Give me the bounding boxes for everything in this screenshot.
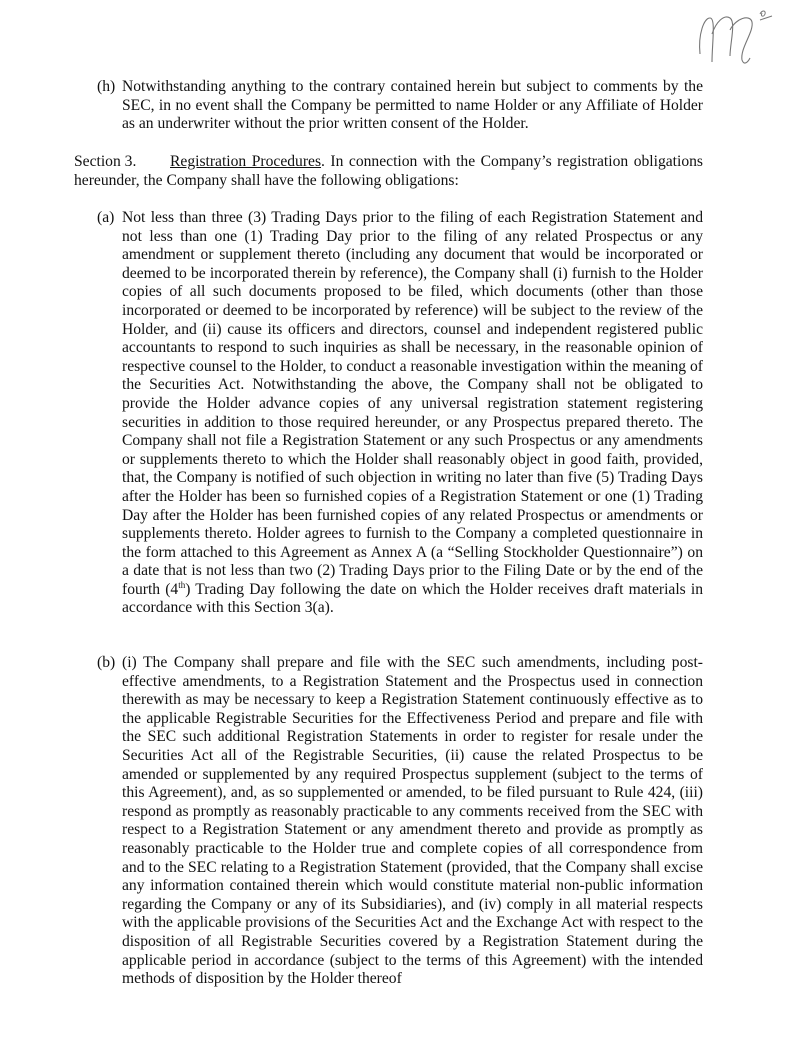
clause-text-part: ) Trading Day following the date on which the Holder receives draft materials in accordance with this Section 3(a). <box>122 580 703 617</box>
clause-label: (h) <box>97 78 116 95</box>
handwritten-initials-icon <box>690 4 785 66</box>
clause-b <box>97 654 703 989</box>
clause-label: (a) <box>97 209 115 226</box>
clause-text: Notwithstanding anything to the contrary contained herein but subject to comments by the SEC, in no event shall the Company be permitted to name Holder or any Affiliate of Holder as an underwriter without the prior written consent of the Holder. <box>122 78 703 133</box>
clause-text: (i) The Company shall prepare and file with the SEC such amendments, including post-effective amendments, to a Registration Statement and the Prospectus used in connection therewith as may be necessary to keep a Registration Statement continuously effective as to the applicable Registrable Securities for the Effectiveness Period and prepare and file with the SEC such additional Registration Statements in order to register for resale under the Securities Act all of the Registrable Securities, (ii) cause the related Prospectus to be amended or supplemented by any required Prospectus supplement (subject to the terms of this Agreement), and, as so supplemented or amended, to be filed pursuant to Rule 424, (iii) respond as promptly as reasonably practicable to any comments received from the SEC with respect to a Registration Statement or any amendment thereto and provide as promptly as reasonably practicable to the Holder true and complete copies of all correspondence from and to the SEC relating to a Registration Statement (provided, that the Company shall excise any information contained therein which would constitute material non-public information regarding the Company or any of its Subsidiaries), and (iv) comply in all material respects with the applicable provisions of the Securities Act and the Exchange Act with respect to the disposition of all Registrable Securities covered by a Registration Statement during the applicable period in accordance (subject to the terms of this Agreement) with the intended methods of disposition by the Holder thereof <box>122 654 703 988</box>
clause-a <box>97 209 703 618</box>
clause-label: (b) <box>97 654 116 671</box>
section-intro-text: . In connection with the Company’s registration obligations hereunder, the Company shall have the following obligations: <box>74 153 703 189</box>
section-3-intro <box>74 153 703 190</box>
section-heading: Registration Procedures <box>170 153 322 170</box>
clause-h <box>97 78 703 134</box>
clause-text <box>122 209 703 618</box>
section-number: Section 3. <box>74 153 137 170</box>
ordinal-superscript: th <box>178 579 186 590</box>
clause-text-part: Not less than three (3) Trading Days prior to the filing of each Registration Statement and not less than one (1) Trading Day prior to the filing of any related Prospectus or any amendment or supplement thereto (including any document that would be incorporated or deemed to be incorporated therein by reference), the Company shall (i) furnish to the Holder copies of all such documents proposed to be filed, which documents (other than those incorporated or deemed to be incorporated by reference) will be subject to the review of the Holder, and (ii) cause its officers and directors, counsel and independent registered public accountants to respond to such inquiries as shall be necessary, in the reasonable opinion of respective counsel to the Holder, to conduct a reasonable investigation within the meaning of the Securities Act. Notwithstanding the above, the Company shall not be obligated to provide the Holder advance copies of any universal registration statement registering securities in addition to those required hereunder, or any Prospectus prepared thereto. The Company shall not file a Registration Statement or any such Prospectus or any amendments or supplements thereto to which the Holder shall reasonably object in good faith, provided, that, the Company is notified of such objection in writing no later than five (5) Trading Days after the Holder has been so furnished copies of a Registration Statement or one (1) Trading Day after the Holder has been furnished copies of any related Prospectus or amendments or supplements thereto. Holder agrees to furnish to the Company a completed questionnaire in the form attached to this Agreement as Annex A (a “Selling Stockholder Questionnaire”) on a date that is not less than two (2) Trading Days prior to the Filing Date or by the end of the fourth (4 <box>122 209 703 598</box>
